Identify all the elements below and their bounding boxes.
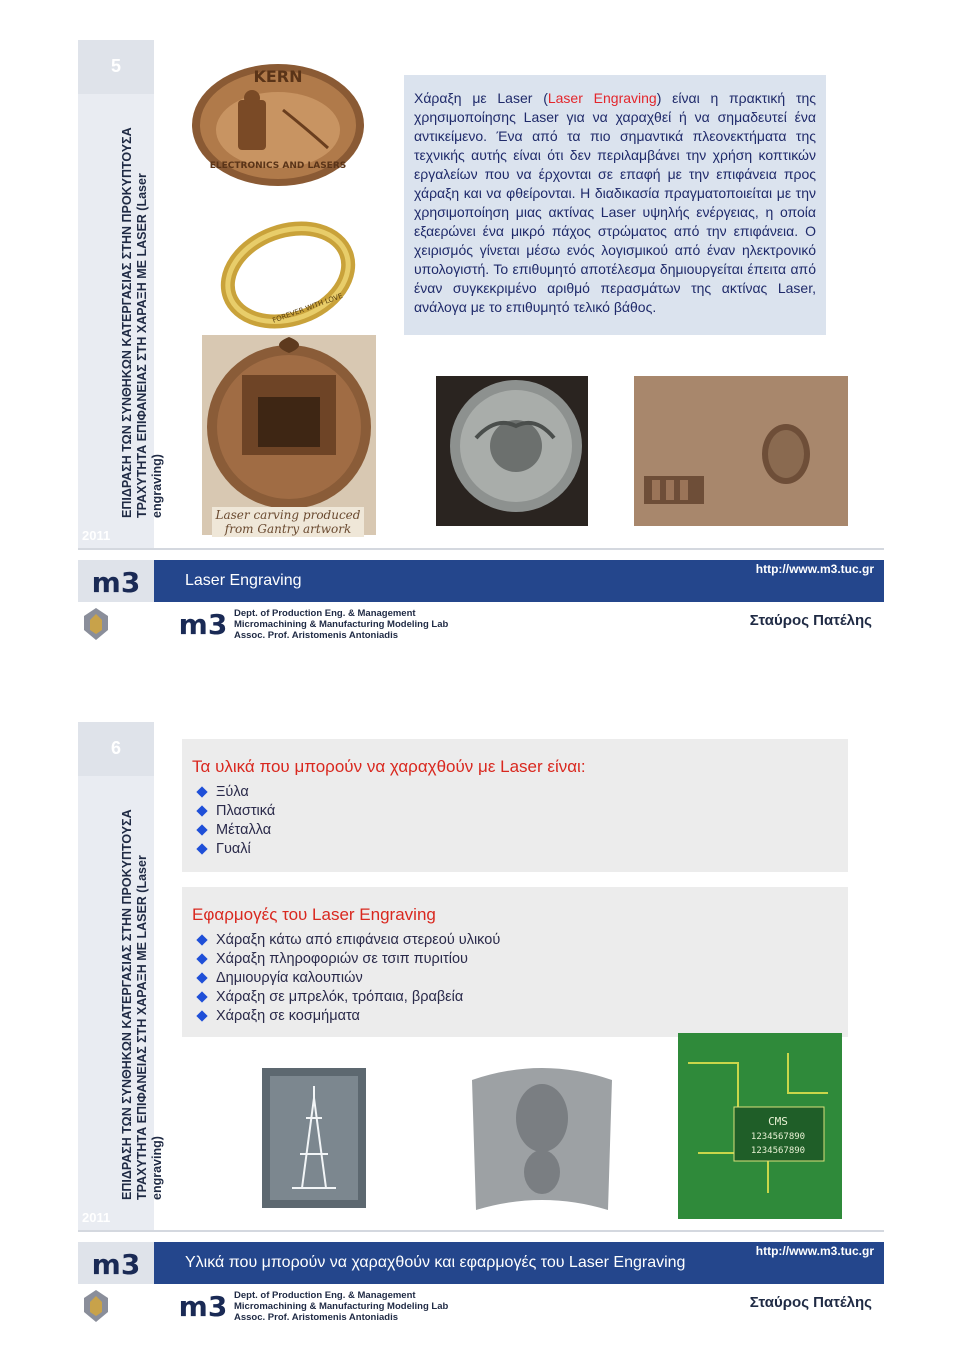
list-item: Μέταλλα: [192, 821, 838, 840]
m3-logo: [78, 560, 154, 602]
list-item: Πλαστικά: [192, 802, 838, 821]
bullet-icon: [196, 991, 207, 1002]
slide-number: 5: [110, 56, 121, 76]
engraved-coin-image: [436, 376, 588, 526]
list-item: Δημιουργία καλουπιών: [192, 969, 838, 988]
svg-text:CMS: CMS: [768, 1115, 788, 1128]
svg-text:1234567890: 1234567890: [750, 1146, 806, 1156]
year-label: 2011: [82, 528, 111, 543]
bullet-icon: [196, 843, 207, 854]
sidebar: [78, 40, 164, 548]
applications-panel: [182, 887, 848, 1037]
footer-title: Laser Engraving: [185, 572, 302, 589]
applications-heading: Εφαρμογές του Laser Engraving: [192, 905, 436, 924]
slide-6: [78, 722, 884, 1327]
bottom-strip: [78, 1284, 884, 1327]
slide-5: [78, 40, 884, 645]
description-text-box: Χάραξη με Laser (Laser Engraving) είναι η πρακτική της χρησιμοποίησης Laser για να χαραχθεί ή να σημαδευτεί ένα αντικείμενο. Ένα από τα πιο σημαντικά πλεονεκτήματα της τεχνικής αυτής είναι ότι δεν περιλαμβάνει την χρήση κοπτικών εργαλείων που να έρχονται σε επαφή με την επιφάνεια προς χάραξη και να φθείρονται. Η διαδικασία πραγματοποιείται με την χρησιμοποίηση μιας ακτίνας Laser υψηλής ενέργειας, η οποία εξαερώνει ένα μικρό πάχος στρώματος από την επιφάνεια. Ο χειρισμός γίνεται μέσω ενός λογισμικού από έναν ηλεκτρονικό υπολογιστή. Το επιθυμητό αποτέλεσμα δημιουργείται έπειτα από έναν συγκεκριμένο αριθμό περασμάτων της ακτίνας Laser, ανάλογα με το επιθυμητό τελικό βάθος.: [404, 75, 826, 335]
glass-block-image: [246, 1058, 386, 1218]
svg-text:m3: m3: [91, 566, 141, 599]
engraved-ring-image: [218, 215, 358, 335]
svg-text:m3: m3: [91, 1248, 141, 1281]
footer-title: Υλικά που μπορούν να χαραχθούν και εφαρμογές του Laser Engraving: [185, 1254, 686, 1271]
highlight-term: Laser Engraving: [547, 90, 657, 106]
engraved-metal-block-image: [634, 376, 848, 526]
footer-bar: [78, 560, 884, 602]
list-item: Χάραξη σε μπρελόκ, τρόπαια, βραβεία: [192, 988, 838, 1007]
wood-carving-image: [202, 335, 376, 535]
list-item: Χάραξη πληροφοριών σε τσιπ πυριτίου: [192, 950, 838, 969]
materials-panel: [182, 739, 848, 872]
bullet-icon: [196, 805, 207, 816]
shoe-mold-image: [462, 1060, 622, 1220]
m3-lab-logo: [176, 1288, 230, 1322]
m3-lab-logo: [176, 606, 230, 640]
author-name: Σταύρος Πατέλης: [749, 1294, 872, 1311]
materials-list: [192, 783, 838, 859]
sidebar: [78, 722, 164, 1230]
slide-number-box: [78, 722, 154, 776]
list-item: Χάραξη κάτω από επιφάνεια στερεού υλικού: [192, 931, 838, 950]
plaque-label: KERN: [253, 67, 303, 86]
m3-logo: [78, 1242, 154, 1284]
ring-engraving-text: FOREVER WITH LOVE: [271, 291, 344, 325]
crest-icon: [82, 606, 110, 642]
bullet-icon: [196, 824, 207, 835]
author-name: Σταύρος Πατέλης: [749, 612, 872, 629]
list-item: Γυαλί: [192, 840, 838, 859]
footer-url[interactable]: http://www.m3.tuc.gr: [755, 1244, 874, 1258]
bullet-icon: [196, 934, 207, 945]
footer-divider: [78, 1230, 884, 1232]
slide-number: 6: [110, 738, 121, 758]
carving-caption: Laser carving produced from Gantry artwork: [212, 507, 364, 537]
footer-bar: [78, 1242, 884, 1284]
slide-number-box: [78, 40, 154, 94]
bullet-icon: [196, 953, 207, 964]
svg-text:m3: m3: [178, 1290, 228, 1322]
list-item: Χάραξη σε κοσμήματα: [192, 1007, 838, 1026]
vertical-title: ΕΠΙΔΡΑΣΗ ΤΩΝ ΣΥΝΘΗΚΩΝ ΚΑΤΕΡΓΑΣΙΑΣ ΣΤΗΝ ΠΡΟΚΥΠΤΟΥΣΑ ΤΡΑΧΥΤΗΤΑ ΕΠΙΦΑΝΕΙΑΣ ΣΤΗ ΧΑΡΑΞΗ ΜΕ LASER (Laser engraving): [120, 809, 164, 1200]
footer-url[interactable]: http://www.m3.tuc.gr: [755, 562, 874, 576]
bullet-icon: [196, 1010, 207, 1021]
svg-text:1234567890: 1234567890: [750, 1132, 806, 1142]
pcb-chip-image: [678, 1033, 842, 1219]
bullet-icon: [196, 786, 207, 797]
svg-text:m3: m3: [178, 608, 228, 640]
department-info: Dept. of Production Eng. & Management Micromachining & Manufacturing Modeling Lab Assoc. Prof. Aristomenis Antoniadis: [234, 608, 449, 641]
year-label: 2011: [82, 1210, 111, 1225]
department-info: Dept. of Production Eng. & Management Micromachining & Manufacturing Modeling Lab Assoc. Prof. Aristomenis Antoniadis: [234, 1290, 449, 1323]
applications-list: [192, 931, 838, 1026]
list-item: Ξύλα: [192, 783, 838, 802]
bullet-icon: [196, 972, 207, 983]
vertical-title: ΕΠΙΔΡΑΣΗ ΤΩΝ ΣΥΝΘΗΚΩΝ ΚΑΤΕΡΓΑΣΙΑΣ ΣΤΗΝ ΠΡΟΚΥΠΤΟΥΣΑ ΤΡΑΧΥΤΗΤΑ ΕΠΙΦΑΝΕΙΑΣ ΣΤΗ ΧΑΡΑΞΗ ΜΕ LASER (Laser engraving): [120, 127, 164, 518]
footer-divider: [78, 548, 884, 550]
materials-heading: Τα υλικά που μπορούν να χαραχθούν με Laser είναι:: [192, 757, 586, 776]
plaque-sub-label: ELECTRONICS AND LASERS: [209, 161, 347, 171]
crest-icon: [82, 1288, 110, 1324]
bottom-strip: [78, 602, 884, 645]
engraved-plaque-image: [188, 60, 368, 190]
